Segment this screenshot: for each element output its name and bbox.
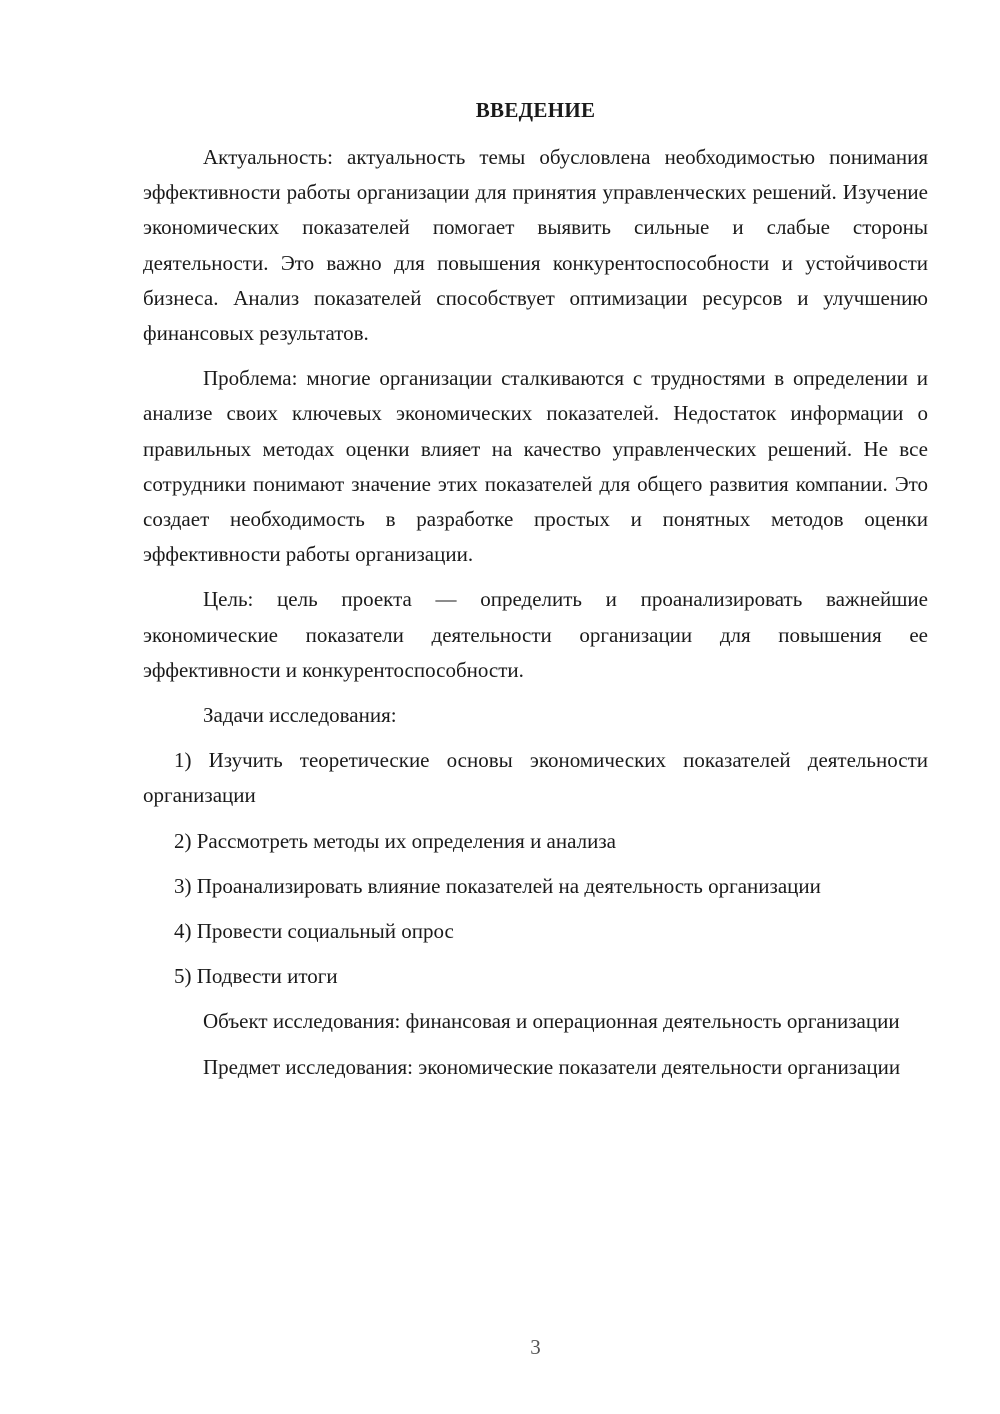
task-item: 4) Провести социальный опрос [174,919,454,944]
paragraph-problem: Проблема: многие организации сталкиваются с трудностями в определении и анализе своих ключевых экономических показателей. Недостаток информации о правильных методах оценки влияет на качество управленческих решений. Не все сотрудники понимают значение этих показателей для общего развития компании. Это создает необходимость в разработке простых и понятных методов оценки эффективности работы организации. [143,366,928,567]
task-item: 2) Рассмотреть методы их определения и анализа [174,828,616,853]
document-page [143,0,928,1414]
task-item: 3) Проанализировать влияние показателей на деятельность организации [174,873,821,898]
body-text [143,140,928,1095]
paragraph-tasks-heading: Задачи исследования: [203,703,397,728]
paragraph-goal: Цель: цель проекта — определить и проанализировать важнейшие экономические показатели деятельности организации для повышения ее эффективности и конкурентоспособности. [143,587,928,682]
paragraph-subject: Предмет исследования: экономические показатели деятельности организации [203,1054,901,1079]
page-number: 3 [530,1335,541,1359]
paragraph-object: Объект исследования: финансовая и операционная деятельность организации [203,1009,900,1034]
section-title: ВВЕДЕНИЕ [475,98,596,122]
task-item: 5) Подвести итоги [174,964,338,989]
paragraph-relevance: Актуальность: актуальность темы обусловлена необходимостью понимания эффективности работы организации для принятия управленческих решений. Изучение экономических показателей помогает выявить сильные и слабые стороны деятельности. Это важно для повышения конкурентоспособности и устойчивости бизнеса. Анализ показателей способствует оптимизации ресурсов и улучшению финансовых результатов. [143,145,928,346]
task-item: 1) Изучить теоретические основы экономических показателей деятельности организации [143,748,928,808]
